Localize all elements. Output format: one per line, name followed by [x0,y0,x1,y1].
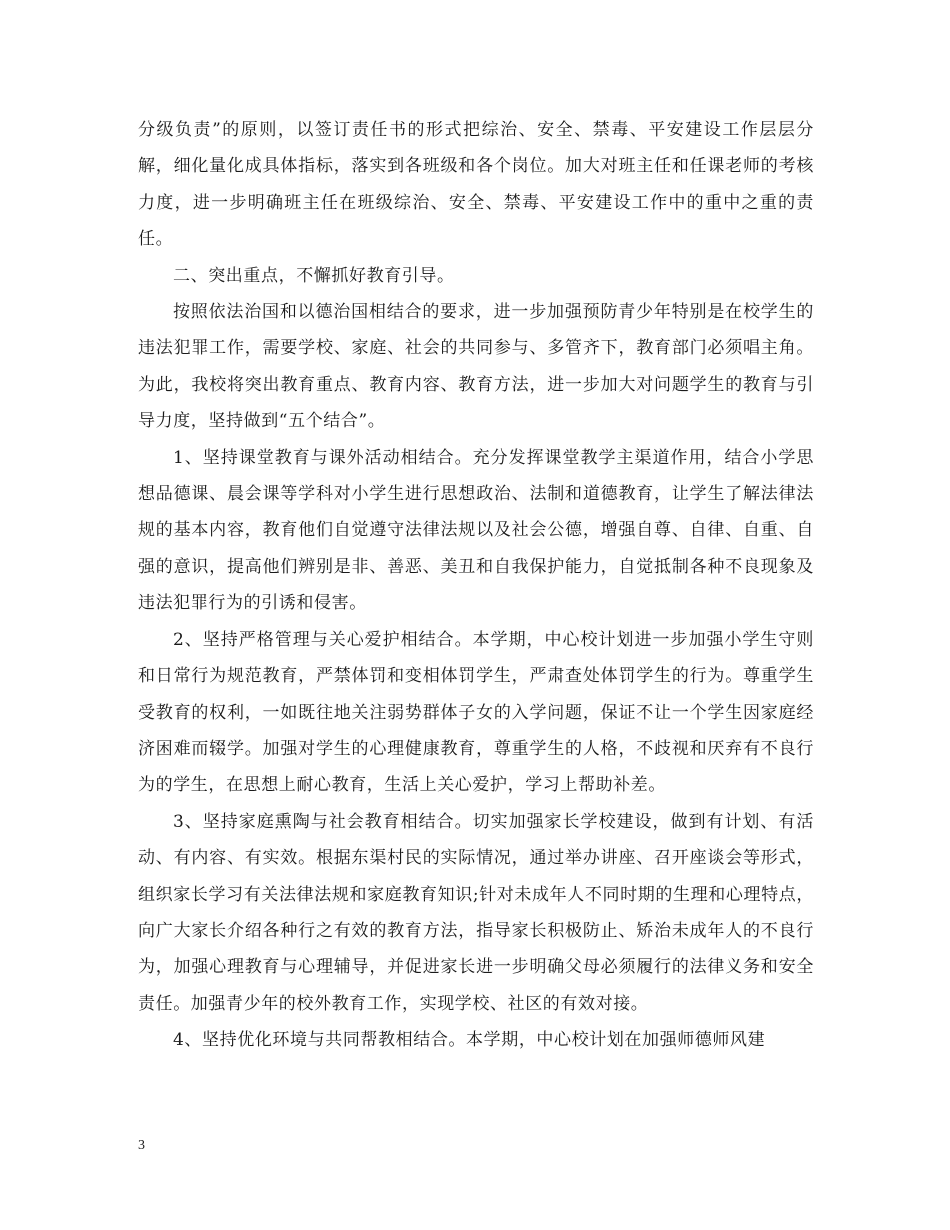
paragraph-7: 4、坚持优化环境与共同帮教相结合。本学期，中心校计划在加强师德师风建 [173,1030,766,1051]
paragraph-5: 2、坚持严格管理与关心爱护相结合。本学期，中心校计划进一步加强小学生守则和日常行为规范教育，严禁体罚和变相体罚学生，严肃查处体罚学生的行为。尊重学生受教育的权利，一如既往地关注弱势群体子女的入学问题，保证不让一个学生因家庭经济困难而辍学。加强对学生的心理健康教育，尊重学生的人格，不歧视和厌弃有不良行为的学生，在思想上耐心教育，生活上关心爱护，学习上帮助补差。 [138,629,814,796]
page-number: 3 [138,1138,145,1153]
paragraph-1: 分级负责”的原则，以签订责任书的形式把综治、安全、禁毒、平安建设工作层层分解，细化量化成具体指标，落实到各班级和各个岗位。加大对班主任和任课老师的考核力度，进一步明确班主任在班级综治、安全、禁毒、平安建设工作中的重中之重的责任。 [138,120,814,250]
paragraph-4: 1、坚持课堂教育与课外活动相结合。充分发挥课堂教学主渠道作用，结合小学思想品德课、晨会课等学科对小学生进行思想政治、法制和道德教育，让学生了解法律法规的基本内容，教育他们自觉遵守法律法规以及社会公德，增强自尊、自律、自重、自强的意识，提高他们辨别是非、善恶、美丑和自我保护能力，自觉抵制各种不良现象及违法犯罪行为的引诱和侵害。 [138,447,814,614]
paragraph-6: 3、坚持家庭熏陶与社会教育相结合。切实加强家长学校建设，做到有计划、有活动、有内容、有实效。根据东渠村民的实际情况，通过举办讲座、召开座谈会等形式，组织家长学习有关法律法规和家庭教育知识;针对未成年人不同时期的生理和心理特点，向广大家长介绍各种行之有效的教育方法，指导家长积极防止、矫治未成年人的不良行为，加强心理教育与心理辅导，并促进家长进一步明确父母必须履行的法律义务和安全责任。加强青少年的校外教育工作，实现学校、社区的有效对接。 [138,811,814,1014]
section-heading-2: 二、突出重点，不懈抓好教育引导。 [173,265,455,286]
paragraph-3: 按照依法治国和以德治国相结合的要求，进一步加强预防青少年特别是在校学生的违法犯罪工作，需要学校、家庭、社会的共同参与、多管齐下，教育部门必须唱主角。为此，我校将突出教育重点、教育内容、教育方法，进一步加大对问题学生的教育与引导力度，坚持做到“五个结合”。 [138,302,814,432]
document-body [138,112,814,1059]
